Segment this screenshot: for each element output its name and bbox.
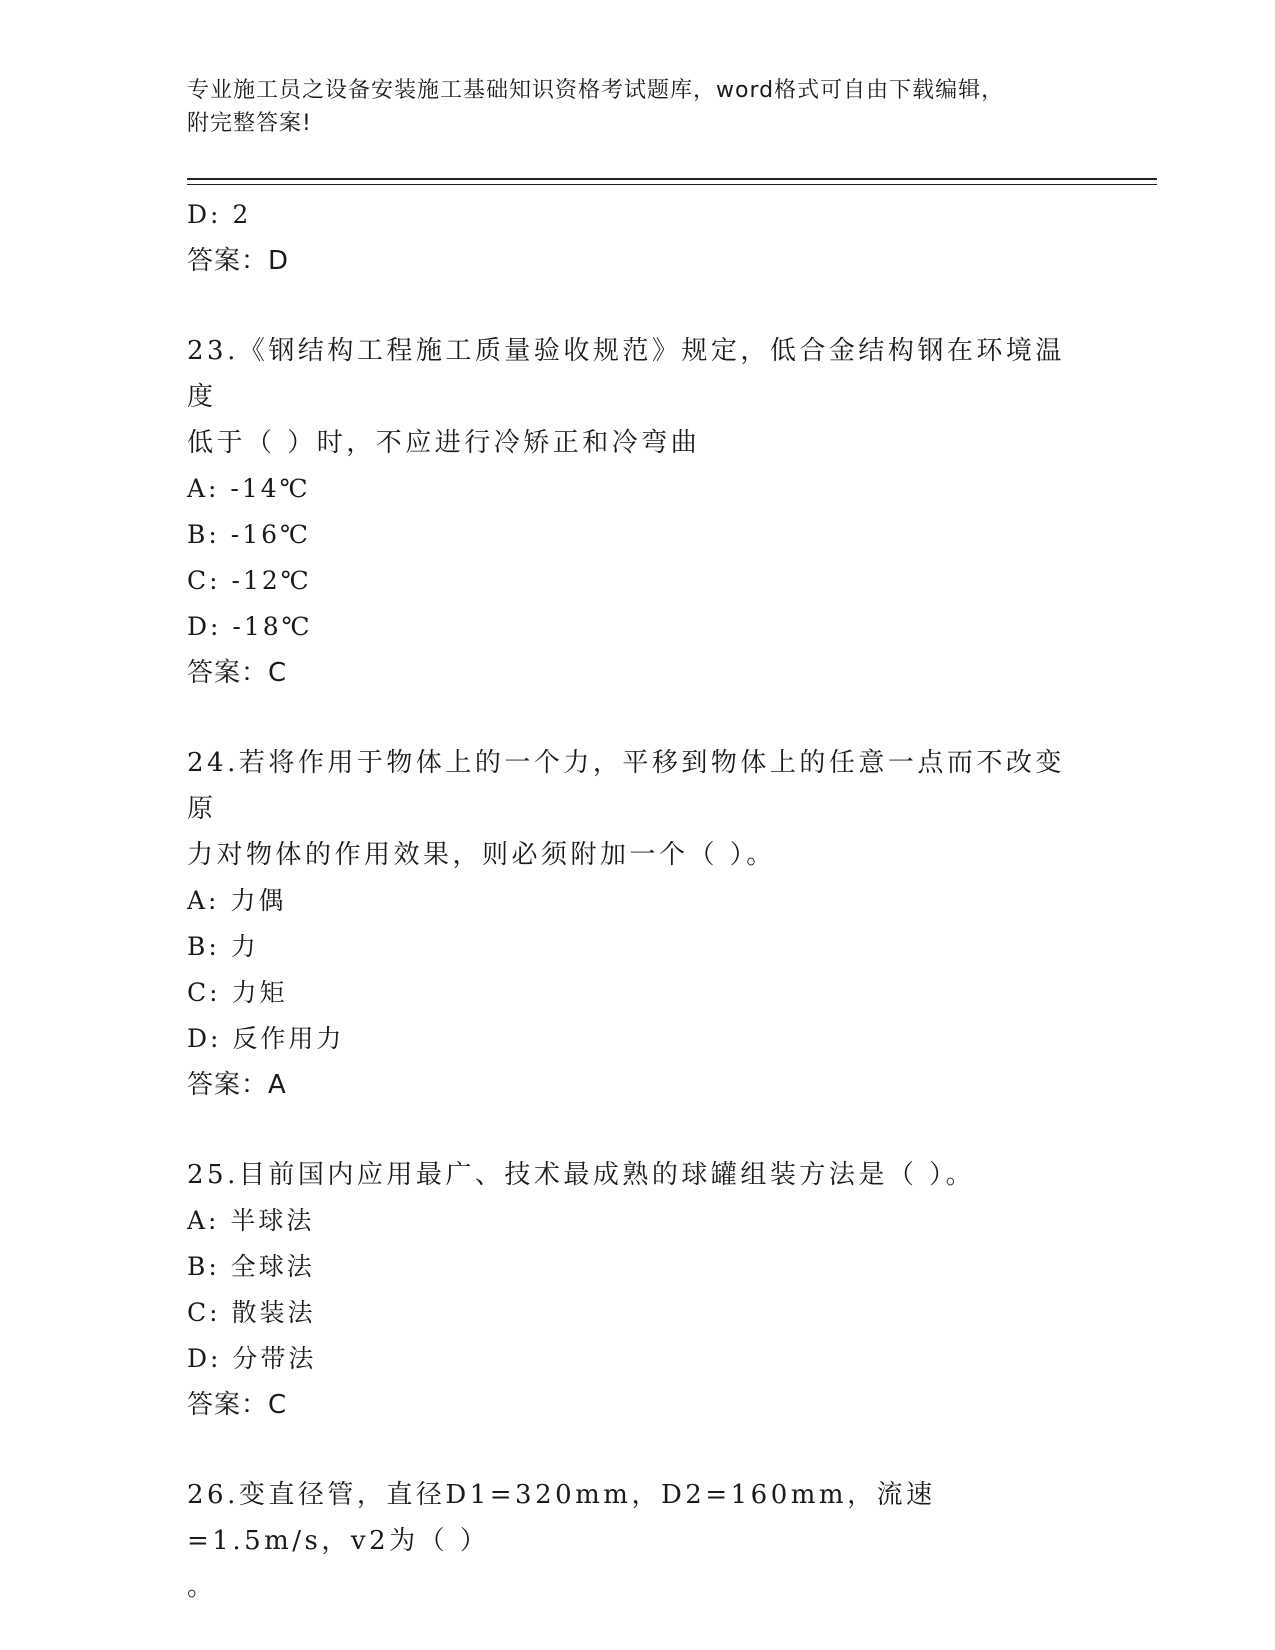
option-d: D: -18℃ <box>187 612 313 641</box>
question-stem: 力对物体的作用效果，则必须附加一个（ ）。 <box>187 840 776 870</box>
spacer <box>187 284 1087 328</box>
question-stem: 23.《钢结构工程施工质量验收规范》规定，低合金结构钢在环境温度 <box>187 336 1065 412</box>
question-23 <box>187 328 1087 696</box>
question-stem: 25.目前国内应用最广、技术最成熟的球罐组装方法是（ ）。 <box>187 1160 976 1190</box>
header-divider-thick <box>187 178 1157 180</box>
question-26 <box>187 1472 1087 1610</box>
option-a: A: 力偶 <box>187 886 287 915</box>
option-b: B: -16℃ <box>187 520 311 549</box>
question-stem: 24.若将作用于物体上的一个力，平移到物体上的任意一点而不改变原 <box>187 748 1065 824</box>
question-25 <box>187 1152 1087 1428</box>
answer: 答案：C <box>187 658 288 688</box>
header-divider-thin <box>187 184 1157 185</box>
option-a: A: 半球法 <box>187 1206 315 1235</box>
option-d: D: 分带法 <box>187 1344 317 1373</box>
spacer <box>187 696 1087 740</box>
question-stem: 低于（ ）时，不应进行冷矫正和冷弯曲 <box>187 428 701 458</box>
question-stem: 26.变直径管，直径D1=320mm，D2=160mm，流速=1.5m/s，v2为（ ） <box>187 1480 936 1556</box>
option-c: C: -12℃ <box>187 566 312 595</box>
option-c: C: 散装法 <box>187 1298 316 1327</box>
option-d: D: 反作用力 <box>187 1024 345 1053</box>
header-line-1: 专业施工员之设备安装施工基础知识资格考试题库，word格式可自由下载编辑， <box>187 78 1005 103</box>
option-a: A: -14℃ <box>187 474 311 503</box>
spacer <box>187 1428 1087 1472</box>
option-b: B: 力 <box>187 932 259 961</box>
answer: 答案：C <box>187 1390 288 1420</box>
question-list <box>187 192 1087 1610</box>
header-line-2: 附完整答案! <box>187 111 312 136</box>
option-c: C: 力矩 <box>187 978 288 1007</box>
carryover-option-d: D: 2 <box>187 200 252 229</box>
option-b: B: 全球法 <box>187 1252 315 1281</box>
spacer <box>187 1108 1087 1152</box>
question-stem: 。 <box>187 1572 217 1602</box>
document-header <box>187 74 1067 140</box>
question-24 <box>187 740 1087 1108</box>
answer: 答案：A <box>187 1070 287 1100</box>
carryover-answer: 答案：D <box>187 246 290 276</box>
